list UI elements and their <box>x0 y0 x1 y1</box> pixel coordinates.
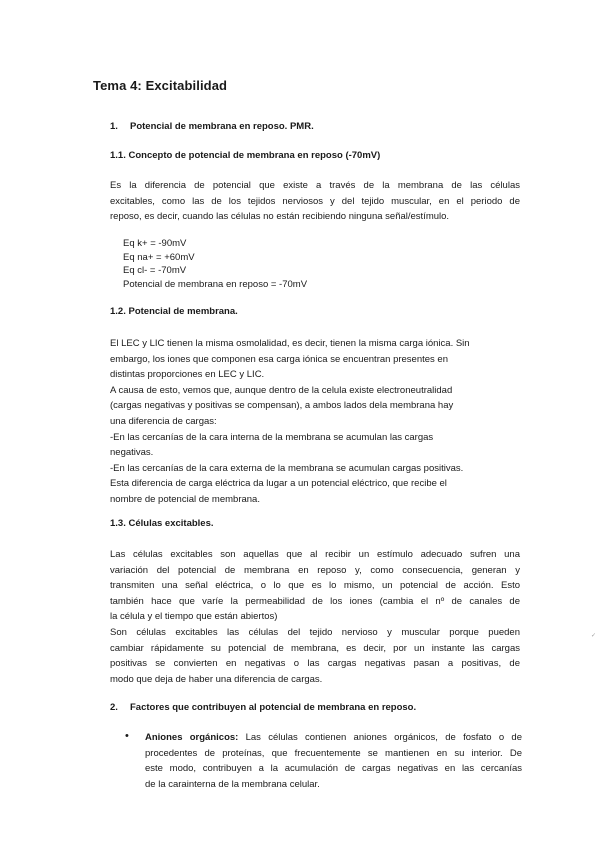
paragraph-line: -En las cercanías de la cara externa de la membrana se acumulan cargas positivas. <box>110 462 464 474</box>
equilibrium-list <box>123 237 307 291</box>
paragraph-line: de la carainterna de la membrana celular. <box>145 778 320 790</box>
equation-line: Eq k+ = -90mV <box>123 238 187 249</box>
paragraph-line: Esta diferencia de carga eléctrica da lugar a un potencial eléctrico, que recibe el <box>110 478 447 490</box>
paragraph-line: Las células excitables son aquellas que al recibir un estímulo adecuado sufren una <box>110 549 520 560</box>
paragraph-line: la célula y el tiempo que están abiertos) <box>110 611 278 623</box>
paragraph-line: positivas se convierten en negativas o las cargas negativas pasan a positivas, de <box>110 658 520 670</box>
paragraph-line: variación del potencial de membrana en reposo y, como consecuencia, generan y <box>110 564 520 576</box>
section-1-heading <box>110 121 314 132</box>
paragraph-line: cambiar rápidamente su potencial de membrana, es decir, por un instante las cargas <box>110 642 520 654</box>
paragraph-line: embargo, los iones que componen esa carga iónica se encuentran presentes en <box>110 353 448 365</box>
paragraph-line: este modo, contribuyen a la acumulación de cargas negativas en las cercanías <box>145 763 522 775</box>
subsection-1-2-heading: 1.2. Potencial de membrana. <box>110 306 238 317</box>
bullet-first-text: Las células contienen aniones orgánicos, de fosfato o de <box>238 732 522 743</box>
equation-line: Potencial de membrana en reposo = -70mV <box>123 278 308 290</box>
bullet-icon: • <box>125 730 129 742</box>
paragraph-line: A causa de esto, vemos que, aunque dentro de la celula existe electroneutralidad <box>110 384 453 396</box>
paragraph-line: reposo, es decir, cuando las células no están recibiendo ninguna señal/estímulo. <box>110 211 450 223</box>
equation-line: Eq cl- = -70mV <box>123 265 187 276</box>
subsection-1-2-paragraph <box>110 336 530 508</box>
paragraph-line: distintas proporciones en LEC y LIC. <box>110 369 265 381</box>
subsection-1-3-paragraph <box>110 547 520 687</box>
margin-mark: ✓ <box>591 633 597 639</box>
paragraph-line: también hace que varíe la permeabilidad de los iones (cambia el nº de canales de <box>110 595 520 607</box>
paragraph-line: El LEC y LIC tienen la misma osmolalidad, es decir, tienen la misma carga iónica. Sin <box>110 338 470 349</box>
paragraph-line: Es la diferencia de potencial que existe a través de la membrana de las células <box>110 180 520 191</box>
paragraph-line: modo que deja de haber una diferencia de cargas. <box>110 673 323 685</box>
paragraph-line: Son células excitables las células del tejido nervioso y muscular porque pueden <box>110 626 520 638</box>
bullet-first-line <box>145 730 522 746</box>
bullet-paragraph <box>145 730 522 792</box>
paragraph-line: negativas. <box>110 447 154 459</box>
subsection-1-1-paragraph <box>110 178 520 225</box>
paragraph-line: transmiten una señal eléctrica, o lo que es lo mismo, un potencial de acción. Esto <box>110 580 520 592</box>
section-1-number: 1. <box>110 121 118 132</box>
section-1-label: Potencial de membrana en reposo. PMR. <box>130 121 314 132</box>
section-2-number: 2. <box>110 702 118 713</box>
subsection-1-1-heading: 1.1. Concepto de potencial de membrana en reposo (-70mV) <box>110 150 381 161</box>
subsection-1-3-heading: 1.3. Células excitables. <box>110 518 214 529</box>
paragraph-line: -En las cercanías de la cara interna de la membrana se acumulan las cargas <box>110 431 434 443</box>
bullet-term: Aniones orgánicos: <box>145 732 239 743</box>
paragraph-line: excitables, como las de los tejidos nerviosos y del tejido muscular, en el periodo de <box>110 195 520 207</box>
document-title: Tema 4: Excitabilidad <box>93 78 228 93</box>
paragraph-line: una diferencia de cargas: <box>110 415 217 427</box>
paragraph-line: procedentes de proteínas, que frecuentemente se mantienen en su interior. De <box>145 747 522 759</box>
section-2-heading <box>110 702 416 713</box>
equation-line: Eq na+ = +60mV <box>123 251 195 263</box>
paragraph-line: nombre de potencial de membrana. <box>110 493 260 505</box>
section-2-label: Factores que contribuyen al potencial de membrana en reposo. <box>130 702 417 713</box>
paragraph-line: (cargas negativas y positivas se compensan), a ambos lados dela membrana hay <box>110 400 454 412</box>
